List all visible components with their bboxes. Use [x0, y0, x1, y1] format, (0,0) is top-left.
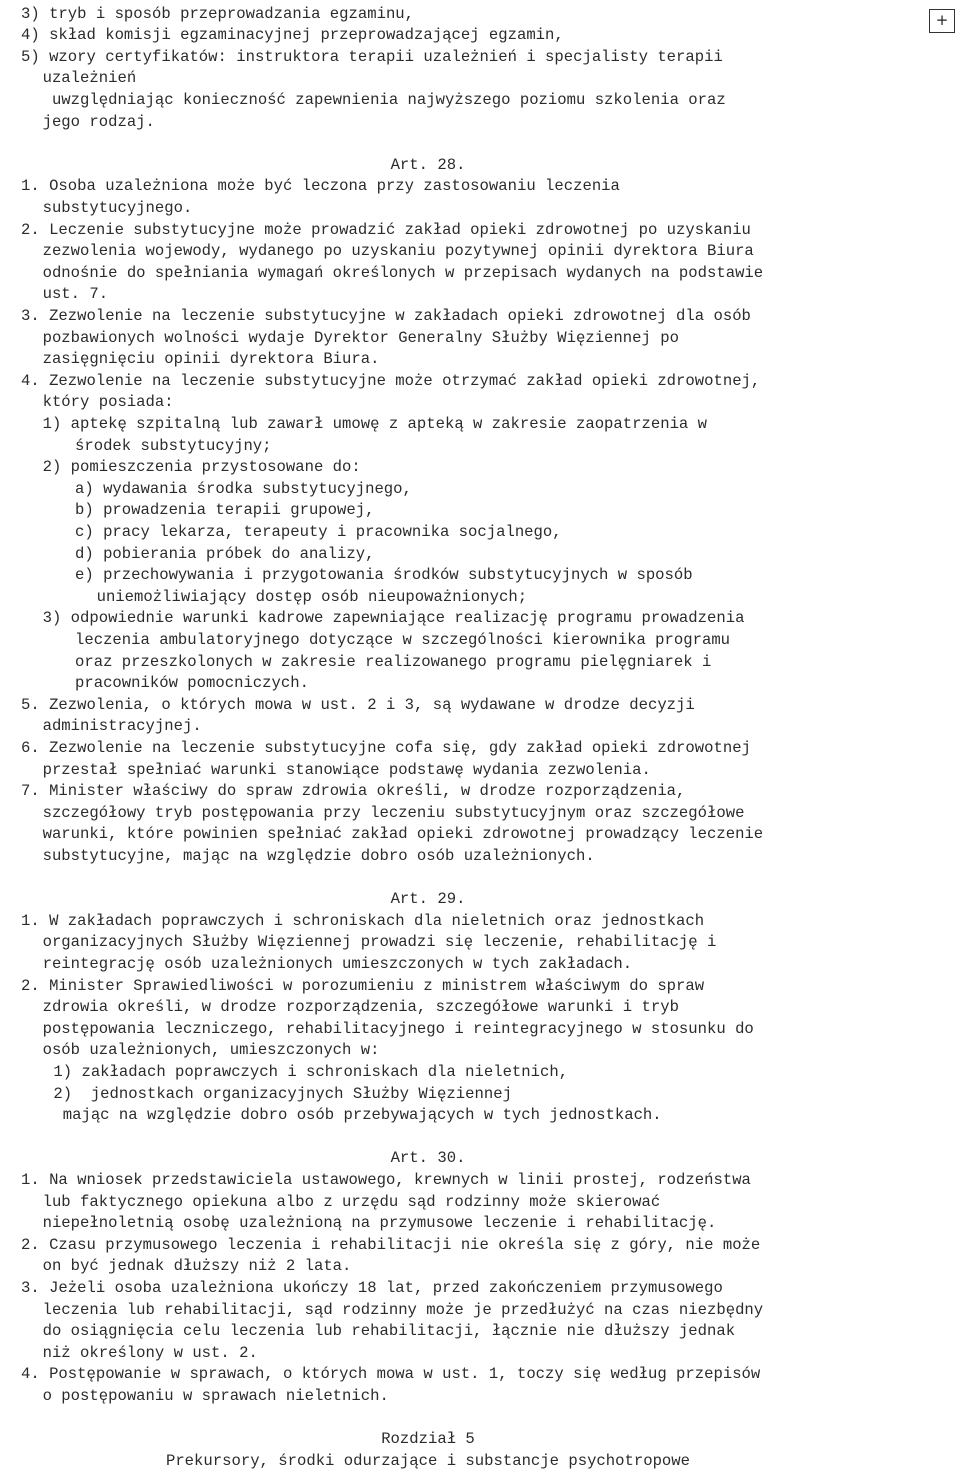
text-line: przestał spełniać warunki stanowiące podstawę wydania zezwolenia. [42, 760, 651, 779]
text-line: środek substytucyjny; [75, 436, 272, 455]
text-line: a) wydawania środka substytucyjnego, [75, 479, 412, 498]
text-line: 1. Na wniosek przedstawiciela ustawowego, krewnych w linii prostej, rodzeństwa [21, 1170, 751, 1189]
text-line: leczenia ambulatoryjnego dotyczące w szczególności kierownika programu [75, 630, 731, 649]
text-line: substytucyjne, mając na względzie dobro osób uzależnionych. [42, 846, 595, 865]
text-line: 2. Leczenie substytucyjne może prowadzić zakład opieki zdrowotnej po uzyskaniu [21, 220, 751, 239]
text-line: oraz przeszkolonych w zakresie realizowanego programu pielęgniarek i [75, 652, 712, 671]
section-heading: Rozdział 5 [381, 1430, 475, 1449]
text-line: substytucyjnego. [42, 198, 193, 217]
text-line: zdrowia określi, w drodze rozporządzenia, szczegółowe warunki i tryb [42, 998, 679, 1017]
text-line: 2) pomieszczenia przystosowane do: [42, 458, 361, 477]
text-line: uwzględniając konieczność zapewnienia najwyższego poziomu szkolenia oraz [42, 90, 726, 109]
text-line: administracyjnej. [42, 717, 202, 736]
text-line: jego rodzaj. [42, 112, 155, 131]
text-line: 1. W zakładach poprawczych i schroniskach dla nieletnich oraz jednostkach [21, 911, 705, 930]
text-line: leczenia lub rehabilitacji, sąd rodzinny może je przedłużyć na czas niezbędny [42, 1300, 764, 1319]
text-line: odnośnie do spełniania wymagań określonych w przepisach wydanych na podstawie [42, 263, 764, 282]
text-line: 6. Zezwolenie na leczenie substytucyjne cofa się, gdy zakład opieki zdrowotnej [21, 738, 751, 757]
text-line: ust. 7. [42, 285, 109, 304]
text-line: uniemożliwiający dostęp osób nieupoważnionych; [96, 587, 528, 606]
text-line: pozbawionych wolności wydaje Dyrektor Generalny Służby Więziennej po [42, 328, 679, 347]
text-line: 2. Minister Sprawiedliwości w porozumieniu z ministrem właściwym do spraw [21, 976, 705, 995]
section-heading: Prekursory, środki odurzające i substancje psychotropowe [165, 1451, 691, 1470]
section-heading: Art. 28. [390, 155, 466, 174]
text-line: zasięgnięciu opinii dyrektora Biura. [42, 350, 380, 369]
text-line: organizacyjnych Służby Więziennej prowadzi się leczenie, rehabilitację i [42, 933, 717, 952]
text-line: 2) jednostkach organizacyjnych Służby Więziennej [53, 1084, 512, 1103]
text-line: c) pracy lekarza, terapeuty i pracownika socjalnego, [75, 522, 562, 541]
text-line: 5) wzory certyfikatów: instruktora terapii uzależnień i specjalisty terapii [21, 47, 723, 66]
text-line: pracowników pomocniczych. [75, 674, 309, 693]
text-line: 1) zakładach poprawczych i schroniskach dla nieletnich, [53, 1062, 569, 1081]
section-heading: Art. 30. [390, 1149, 466, 1168]
text-line: on być jednak dłuższy niż 2 lata. [42, 1257, 352, 1276]
text-line: który posiada: [42, 393, 174, 412]
text-line: 3) tryb i sposób przeprowadzania egzaminu, [21, 4, 415, 23]
text-line: niepełnoletnią osobę uzależnioną na przymusowe leczenie i rehabilitację. [42, 1214, 717, 1233]
text-line: osób uzależnionych, umieszczonych w: [42, 1041, 380, 1060]
text-line: 3) odpowiednie warunki kadrowe zapewniające realizację programu prowadzenia [42, 609, 745, 628]
text-line: 4. Zezwolenie na leczenie substytucyjne może otrzymać zakład opieki zdrowotnej, [21, 371, 761, 390]
text-line: mając na względzie dobro osób przebywających w tych jednostkach. [53, 1106, 662, 1125]
text-line: 7. Minister właściwy do spraw zdrowia określi, w drodze rozporządzenia, [21, 782, 686, 801]
text-line: 5. Zezwolenia, o których mowa w ust. 2 i 3, są wydawane w drodze decyzji [21, 695, 695, 714]
add-button[interactable]: + [929, 9, 955, 33]
text-line: niż określony w ust. 2. [42, 1343, 258, 1362]
text-line: reintegrację osób uzależnionych umieszczonych w tych zakładach. [42, 954, 633, 973]
text-line: b) prowadzenia terapii grupowej, [75, 501, 375, 520]
text-line: 4) skład komisji egzaminacyjnej przeprowadzającej egzamin, [21, 26, 564, 45]
text-line: uzależnień [42, 69, 137, 88]
text-line: postępowania leczniczego, rehabilitacyjnego i reintegracyjnego w stosunku do [42, 1019, 754, 1038]
section-heading: Art. 29. [390, 890, 466, 909]
text-line: warunki, które powinien spełniać zakład opieki zdrowotnej prowadzący leczenie [42, 825, 764, 844]
text-line: zezwolenia wojewody, wydanego po uzyskaniu pozytywnej opinii dyrektora Biura [42, 242, 754, 261]
text-line: o postępowaniu w sprawach nieletnich. [42, 1386, 389, 1405]
text-line: 1) aptekę szpitalną lub zawarł umowę z apteką w zakresie zaopatrzenia w [42, 414, 707, 433]
text-line: lub faktycznego opiekuna albo z urzędu sąd rodzinny może skierować [42, 1192, 661, 1211]
text-line: 1. Osoba uzależniona może być leczona przy zastosowaniu leczenia [21, 177, 620, 196]
text-line: 4. Postępowanie w sprawach, o których mowa w ust. 1, toczy się według przepisów [21, 1365, 761, 1384]
text-line: 2. Czasu przymusowego leczenia i rehabilitacji nie określa się z góry, nie może [21, 1235, 761, 1254]
text-line: 3. Zezwolenie na leczenie substytucyjne w zakładach opieki zdrowotnej dla osób [21, 306, 751, 325]
text-line: 3. Jeżeli osoba uzależniona ukończy 18 lat, przed zakończeniem przymusowego [21, 1278, 723, 1297]
text-line: do osiągnięcia celu leczenia lub rehabilitacji, łącznie nie dłuższy jednak [42, 1322, 736, 1341]
text-line: szczegółowy tryb postępowania przy leczeniu substytucyjnym oraz szczegółowe [42, 803, 745, 822]
text-line: e) przechowywania i przygotowania środków substytucyjnych w sposób [75, 566, 693, 585]
text-line: d) pobierania próbek do analizy, [75, 544, 375, 563]
